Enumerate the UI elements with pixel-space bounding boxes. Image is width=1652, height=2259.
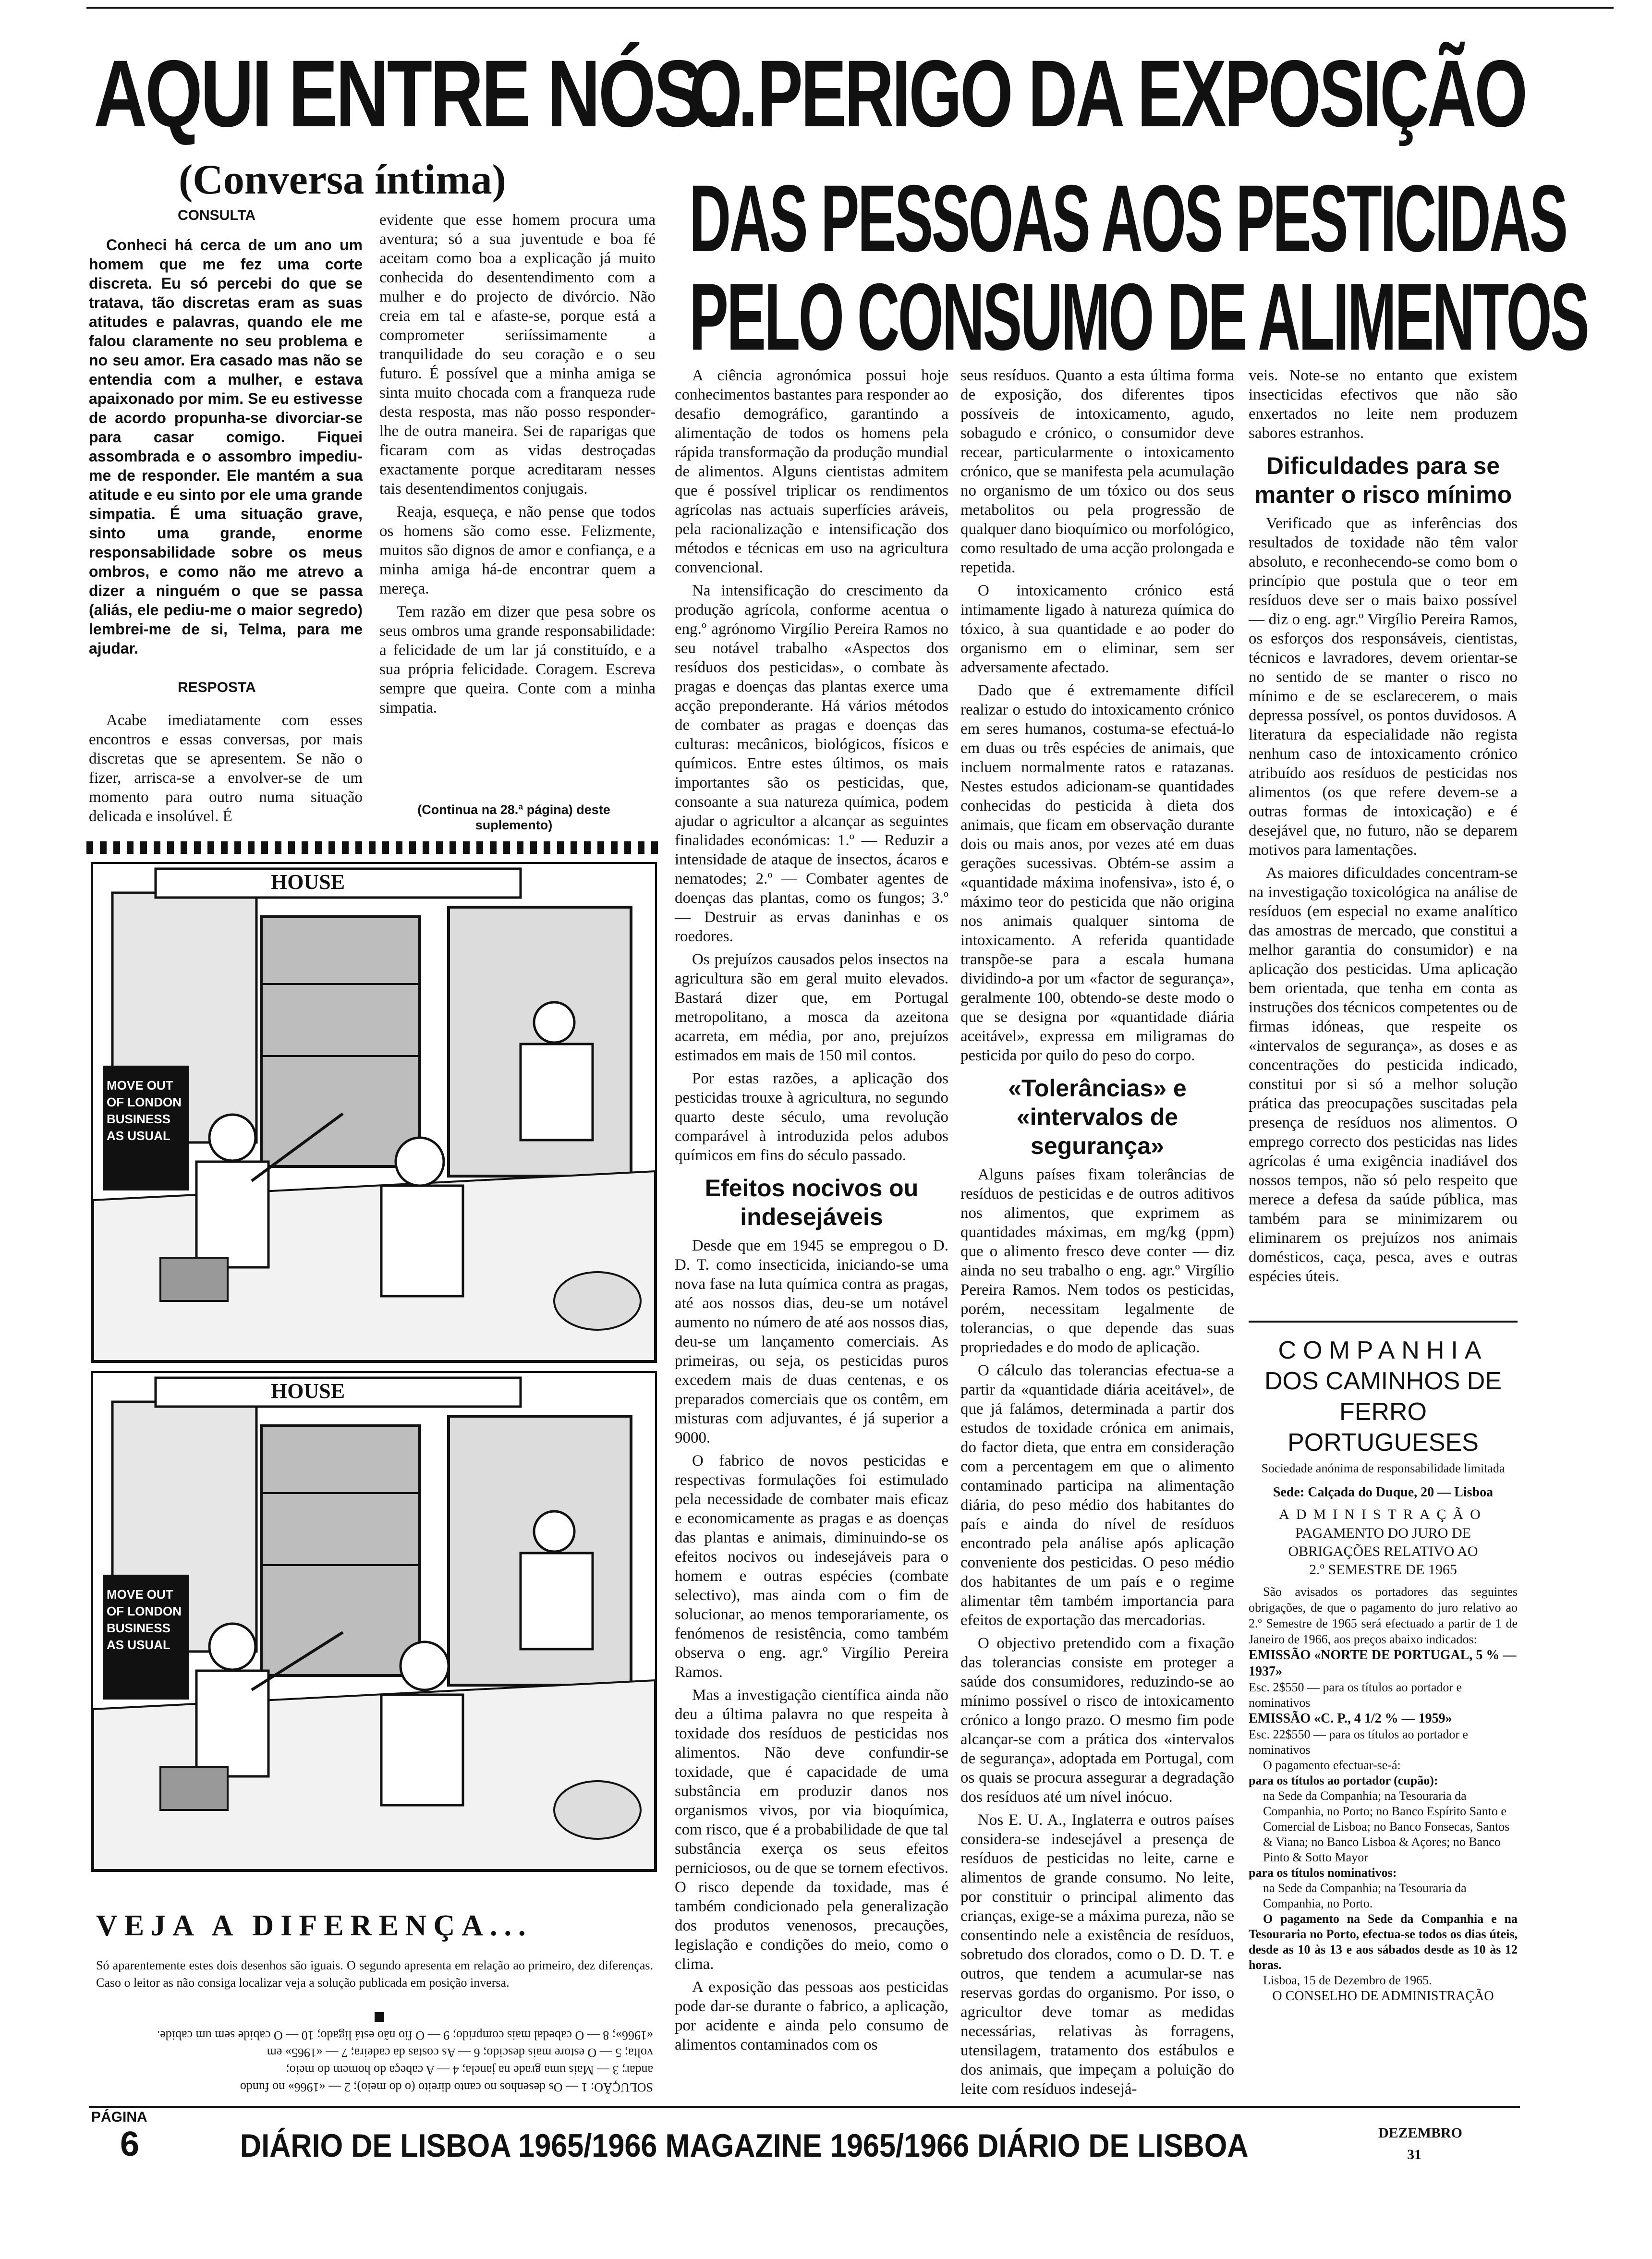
solution-line-2: andar; 3 — Mais uma grade na janela; 4 — A cabeça do homem do meio;	[286, 2063, 653, 2077]
col3-paragraph-5: Desde que em 1945 se empregou o D. D. T. como insecticida, iniciando-se uma nova fase na luta química contra as pragas, até aos nossos dias, deu-se um notável aumento no número de até aos nossos dias, deu-se um lançamento comerciais. As primeiras, ou seja, os pesticidas puros excedem mais de duas centenas, e os preparados comerciais que os contêm, em misturas com adjuvantes, é já superior a 9000.	[675, 1237, 948, 1446]
notice-box	[1249, 1335, 1518, 2004]
subhead-efeitos: Efeitos nocivos ou indesejáveis	[705, 1175, 919, 1230]
top-rule	[86, 7, 1614, 9]
cartoon-bottom-drawing	[93, 1373, 655, 1870]
main-headline-line1: O PERIGO DA EXPOSIÇÃO	[689, 40, 1526, 146]
col5-paragraph-1: veis. Note-se no entanto que existem insecticidas efectivos que não são enxertados no leite nem produzem sabores estranhos.	[1249, 367, 1518, 442]
col2-paragraph-2: Reaja, esqueça, e não pense que todos os homens são como esse. Felizmente, muitos são dignos de amor e confiança, e a minha amiga há-de encontrar quem a mereça.	[379, 503, 656, 597]
left-headline: AQUI ENTRE NÓS...	[94, 40, 756, 146]
subhead-dificuldades: Dificuldades para se manter o risco mínimo	[1254, 452, 1512, 508]
notice-company-type: Sociedade anónima de responsabilidade limitada	[1261, 1461, 1505, 1475]
notice-emissao1: EMISSÃO «NORTE DE PORTUGAL, 5 % — 1937»	[1249, 1648, 1517, 1679]
diferenca-title: VEJA A DIFERENÇA...	[96, 1909, 533, 1942]
article-column-4	[960, 366, 1234, 2102]
notice-nominativos-places: na Sede da Companhia; na Tesouraria da Companhia, no Porto.	[1263, 1881, 1467, 1910]
notice-pagamento-efectuar: O pagamento efectuar-se-á:	[1263, 1758, 1401, 1772]
col4-paragraph-2: O intoxicamento crónico está intimamente ligado à natureza química do tóxico, à sua quantidade e ao poder do organismo em o eliminar, sem ser adversamente afectado.	[960, 582, 1234, 676]
solution-line-4: «1966»; 8 — O cabedal mais comprido; 9 — O fio não está ligado; 10 — O cabide sem um cabide.	[157, 2028, 653, 2042]
main-headline-line3: PELO CONSUMO DE ALIMENTOS	[689, 264, 1588, 370]
notice-portador-label: para os títulos ao portador (cupão):	[1249, 1773, 1438, 1787]
continua-note: (Continua na 28.ª página) deste suplemento)	[417, 802, 610, 832]
col3-paragraph-2: Na intensificação do crescimento da produção agrícola, conforme acentua o eng.º agrónomo Virgílio Pereira Ramos no seu notável trabalho «Aspectos dos resíduos dos pesticidas», o combate às pragas e doenças das plantas exerce uma acção preponderante. Há vários métodos de combater as pragas e doenças das culturas: mecânicos, biológicos, físicos e químicos. Entre estes últimos, os mais importantes são os pesticidas, que, consoante a sua natureza química, podem ajudar o agricultor a alcançar as seguintes finalidades económicas: 1.º — Reduzir a intensidade de ataque de insectos, ácaros e nematodes; 2.º — Combater agentes de doenças das plantas, como os fungos; 3.º — Destruir as ervas daninhas e os roedores.	[675, 582, 948, 945]
diferenca-marker	[375, 2012, 384, 2022]
diferenca-solution	[96, 2027, 653, 2096]
col5-paragraph-3: As maiores dificuldades concentram-se na investigação toxicológica na análise de resíduos (em especial no exame analítico das amostras de mercado, que constitui a melhor garantia do consumidor) e na aplicação dos pesticidas. Uma aplicação bem orientada, que tenha em conta as instruções dos técnicos competentes ou de firmas idóneas, que respeite os «intervalos de segurança», as doses e as concentrações do pesticida indicado, constitui por si só a melhor solução prática das preocupações suscitadas pela presença de resíduos nos alimentos. O emprego correcto dos pesticidas nas lides agrícolas é uma exigência inadiável dos nossos tempos, não só pelo respeito que merece a defesa da saúde pública, mas também para se minimizarem ou eliminarem os prejuízos nos animais domésticos, caça, pesca, aves e outras espécies úteis.	[1249, 864, 1518, 1285]
svg-text:OF LONDON: OF LONDON	[107, 1604, 182, 1618]
resposta-paragraph: Acabe imediatamente com esses encontros e essas conversas, por mais discretas que se apresentem. Se não o fizer, arrisca-se a envolver-se de um momento para outro numa situação delicada e insolúvel. É	[89, 712, 363, 825]
notice-company-line2: DOS CAMINHOS DE	[1264, 1367, 1502, 1395]
svg-text:MOVE OUT: MOVE OUT	[107, 1587, 173, 1602]
col5-paragraph-2: Verificado que as inferências dos resultados de toxidade não têm valor absoluto, e reconhecendo-se como bom o princípio que postula que o teor em resíduos deve ser o mais baixo possível — diz o eng. agr.º Virgílio Pereira Ramos, os esforços dos responsáveis, cientistas, técnicos e lavradores, devem orientar-se no sentido de se manter o risco no mínimo e de se esclarecerem, o mais depressa possível, os pontos duvidosos. A literatura da especialidade não regista nenhum caso de intoxicamento crónico atribuído aos resíduos de pesticidas nos alimentos (os que refere devem-se a outras formas de intoxicação) e é desejável que, no futuro, não se deparem motivos para lamentações.	[1249, 515, 1518, 859]
subhead-tolerancias: «Tolerâncias» e «intervalos de segurança»	[1008, 1075, 1187, 1159]
footer-month: DEZEMBRO	[1378, 2125, 1463, 2141]
notice-sede: Sede: Calçada do Duque, 20 — Lisboa	[1273, 1485, 1494, 1500]
article-column-5	[1249, 366, 1518, 1290]
notice-rule	[1249, 1321, 1518, 1323]
footer-masthead: DIÁRIO DE LISBOA 1965/1966 MAGAZINE 1965/1966 DIÁRIO DE LISBOA	[240, 2127, 1249, 2164]
solution-line-3: volta; 5 — O estore mais descido; 6 — As costas da cadeira; 7 — «1965» em	[267, 2046, 653, 2060]
col2-paragraph-3: Tem razão em dizer que pesa sobre os seus ombros uma grande responsabilidade: a felicidade de um lar já constituído, e a sua própria felicidade. Coragem. Escreva sempre que queira. Conte com a minha simpatia.	[379, 603, 656, 717]
svg-text:BUSINESS: BUSINESS	[107, 1621, 170, 1635]
col4-paragraph-1: seus resíduos. Quanto a esta última forma de exposição, dos diferentes tipos possíveis de intoxicamento, agudo, sobagudo e crónico, o consumidor deve recear, particularmente o intoxicamento crónico, que se manifesta pela acumulação no organismo de um tóxico ou dos seus metabolitos ou pela progressão de qualquer dano bioquímico ou morfológico, como resultado de uma acção prolongada e repetida.	[960, 367, 1234, 576]
footer-rule	[89, 2106, 1520, 2108]
col4-paragraph-7: Nos E. U. A., Inglaterra e outros países considera-se indesejável a presença de resíduos de pesticidas no leite, carne e alimentos de grande consumo. No leite, por constituir o principal alimento das crianças, exige-se a máxima pureza, não se consentindo nele a existência de resíduos, sobretudo dos clorados, como o D. D. T. e outros, que tendem a acumular-se nas reservas gordas do organismo. Por isso, o agricultor deve tomar as medidas necessárias, relativas às forragens, utensilagem, tratamento dos estábulos e dos animais, que impeçam a poluição do leite com resíduos indesejá-	[960, 1811, 1234, 2098]
resposta-text	[89, 711, 363, 830]
left-subtitle: (Conversa íntima)	[179, 157, 506, 203]
svg-text:HOUSE: HOUSE	[271, 1379, 345, 1403]
col3-paragraph-3: Os prejuízos causados pelos insectos na agricultura são em geral muito elevados. Bastará dizer que, em Portugal metropolitano, a mosca da azeitona acarreta, em média, por ano, prejuízos estimados em mais de 150 mil contos.	[675, 951, 948, 1064]
col3-paragraph-1: A ciência agronómica possui hoje conhecimentos bastantes para responder ao desafio demográfico, garantindo a alimentação de todos os homens pela rápida transformação da produção mundial de alimentos. Alguns cientistas admitem que é possível triplicar os rendimentos agrícolas nas actuais superfícies aráveis, pela racionalização e intensificação dos métodos e técnicas em uso na agricultura convencional.	[675, 367, 948, 576]
cartoon-top	[91, 862, 657, 1363]
notice-horario: O pagamento na Sede da Companhia e na Tesouraria no Porto, efectua-se todos os dias úteis, desde as 10 às 13 e aos sábados desde as 10 às 12 horas.	[1249, 1912, 1518, 1972]
cartoon-bottom	[91, 1371, 657, 1872]
notice-emissao2-price: Esc. 22$550 — para os títulos ao portador e nominativos	[1249, 1727, 1469, 1757]
svg-text:HOUSE: HOUSE	[271, 870, 345, 894]
col4-paragraph-3: Dado que é extremamente difícil realizar o estudo do intoxicamento crónico em seres humanos, costuma-se efectuá-lo em duas ou três espécies de animais, que incluem normalmente ratos e ratazanas. Nestes estudos adicionam-se quantidades conhecidas do pesticida à dieta dos animais, que ficam em observação durante dois ou mais anos, por vezes até em duas gerações sucessivas. Obtém-se assim a «quantidade máxima inofensiva», isto é, o máximo teor do pesticida que não origina nos animais qualquer sintoma de intoxicamento. A referida quantidade transpõe-se para a escala humana dividindo-a por um «factor de segurança», geralmente 100, obtendo-se deste modo o que se designa por «quantidade diária aceitável», expressa em miligramas do pesticida por quilo do peso do corpo.	[960, 682, 1234, 1064]
svg-text:BUSINESS: BUSINESS	[107, 1112, 170, 1126]
conversa-column-2	[379, 210, 656, 721]
notice-semestre: 2.º SEMESTRE DE 1965	[1309, 1562, 1457, 1578]
svg-text:MOVE OUT: MOVE OUT	[107, 1078, 173, 1093]
notice-emissao2: EMISSÃO «C. P., 4 1/2 % — 1959»	[1249, 1711, 1452, 1726]
consulta-paragraph: Conheci há cerca de um ano um homem que me fez uma corte discreta. Eu só percebi do que se tratava, tão discretas eram as suas atitudes e palavras, quando ele me falou claramente no seu problema e no seu amor. Era casado mas não se entendia com a mulher, e estava apaixonado por mim. Se eu estivesse de acordo propunha-se divorciar-se para casar comigo. Fiquei assombrada e o assombro impediu-me de responder. Ele mantém a sua atitude e eu sinto por ele uma grande simpatia. É uma situação grave, sinto uma grande, enorme responsabilidade sobre os meus ombros, e como não me atrevo a dizer a ninguém o que se passa (aliás, ele pediu-me o maior segredo) lembrei-me de si, Telma, para me ajudar.	[89, 236, 363, 657]
notice-company-line1: COMPANHIA	[1278, 1336, 1488, 1364]
col3-paragraph-4: Por estas razões, a aplicação dos pesticidas trouxe à agricultura, no segundo quarto deste século, uma revolução comparável à introduzida pelos adubos químicos em fins do século passado.	[675, 1070, 948, 1164]
consulta-label: CONSULTA	[178, 207, 256, 223]
notice-intro: São avisados os portadores das seguintes obrigações, de que o pagamento do juro relativo ao 2.º Semestre de 1965 será efectuado a partir de 1 de Janeiro de 1966, aos preços abaixo indicados:	[1249, 1585, 1518, 1646]
consulta-text	[89, 235, 363, 662]
footer-pagina-label: PÁGINA	[91, 2109, 147, 2125]
diferenca-text: Só aparentemente estes dois desenhos são iguais. O segundo apresenta em relação ao primeiro, dez diferenças. Caso o leitor as não consiga localizar veja a solução publicada em posição inversa.	[96, 1958, 653, 1990]
notice-company-line3: FERRO PORTUGUESES	[1288, 1398, 1479, 1457]
ornament-border	[86, 841, 660, 854]
article-column-3	[675, 366, 948, 2058]
notice-administracao: ADMINISTRAÇÃO	[1279, 1506, 1487, 1522]
col4-paragraph-6: O objectivo pretendido com a fixação das tolerancias consiste em proteger a saúde dos consumidores, reduzindo-se ao mínimo possível o risco de intoxicamento crónico a longo prazo. O mesmo fim pode alcançar-se com a prática dos «intervalos de segurança», adoptada em Portugal, com os quais se procura assegurar a degradação dos resíduos até um nível inócuo.	[960, 1635, 1234, 1806]
col4-paragraph-4: Alguns países fixam tolerâncias de resíduos de pesticidas e de outros aditivos nos alimentos, que exprimem as quantidades máximas, em mg/kg (ppm) que o alimento fresco deve conter — diz ainda no seu trabalho o eng. agr.º Virgílio Pereira Ramos. Nem todos os pesticidas, porém, necessitam legalmente de tolerancias, o que depende das suas propriedades e do modo de aplicação.	[960, 1166, 1234, 1356]
solution-line-1: SOLUÇÃO: 1 — Os desenhos no canto direito (o do meio); 2 — «1966» no fundo	[240, 2080, 653, 2094]
col4-paragraph-5: O cálculo das tolerancias efectua-se a partir da «quantidade diária aceitável», de que já falámos, determinada a partir dos estudos de toxidade crónica em animais, do factor dieta, que entra em consideração com a percentagem em que o alimento contaminado participa na alimentação diária, do peso médio dos habitantes do país e ainda do nível de resíduos encontrado pela análise após aplicação conveniente dos pesticidas. O peso médio dos habitantes de um país e o regime alimentar têm também importancia para efeitos de exportação das mercadorias.	[960, 1362, 1234, 1629]
col3-paragraph-7: Mas a investigação científica ainda não deu a última palavra no que respeita à toxidade dos resíduos de pesticidas nos alimentos. Não deve confundir-se toxidade, que é capacidade de uma substância em produzir danos nos organismos vivos, por via bioquímica, com risco, que é a probabilidade de que tal substância exerça os seus efeitos perniciosos, ou de que se tornem efectivos. O risco depende da toxidade, mas é também condicionado pela generalização dos produtos venenosos, precauções, legislação e condições do meio, como o clima.	[675, 1687, 948, 1973]
notice-portador-places: na Sede da Companhia; na Tesouraria da Companhia, no Porto; no Banco Espírito Santo e Comercial de Lisboa; no Banco Fonsecas, Santos & Viana; no Banco Lisboa & Açores; no Banco Pinto & Sotto Mayor	[1263, 1789, 1510, 1864]
notice-pagamento: PAGAMENTO DO JURO DE OBRIGAÇÕES RELATIVO AO	[1288, 1525, 1478, 1559]
svg-text:AS USUAL: AS USUAL	[107, 1129, 170, 1143]
col3-paragraph-8: A exposição das pessoas aos pesticidas pode dar-se durante o fabrico, a aplicação, por acidente e ainda pelo consumo de alimentos contaminados com os	[675, 1979, 948, 2053]
main-headline-line2: DAS PESSOAS AOS PESTICIDAS	[689, 165, 1567, 271]
cartoon-top-drawing	[93, 864, 655, 1361]
col3-paragraph-6: O fabrico de novos pesticidas e respectivas formulações foi estimulado pela necessidade de combater mais eficaz e economicamente as pragas e as doenças das plantas e animais, diminuindo-se os efeitos nocivos ou indesejáveis para o homem e outras espécies (combate selectivo), mas ainda com o fim de solucionar, ao menos temporariamente, os fenómenos de resistência, como também observa o eng. agr.º Virgílio Pereira Ramos.	[675, 1452, 948, 1681]
notice-data: Lisboa, 15 de Dezembro de 1965.	[1263, 1973, 1432, 1987]
notice-assinatura: O CONSELHO DE ADMINISTRAÇÃO	[1272, 1989, 1494, 2004]
footer-page-number: 6	[120, 2125, 140, 2163]
footer-day: 31	[1407, 2147, 1421, 2162]
col2-paragraph-1: evidente que esse homem procura uma aventura; só a sua juventude e boa fé aceitam como boa a explicação já muito conhecida do desentendimento com a mulher e do projecto de divórcio. Não creia em tal e afaste-se, porque está a comprometer seriíssimamente a tranquilidade do seu coração e o seu futuro. É possível que a minha amiga se sinta muito chocada com a franqueza rude desta resposta, mas não posso responder-lhe de outra maneira. Sei de raparigas que ficaram com as vidas destroçadas exactamente porque acreditaram nesses tais desentendimentos conjugais.	[379, 211, 656, 498]
resposta-label: RESPOSTA	[178, 680, 256, 695]
svg-text:OF LONDON: OF LONDON	[107, 1095, 182, 1109]
notice-nominativos-label: para os títulos nominativos:	[1249, 1866, 1397, 1880]
notice-emissao1-price: Esc. 2$550 — para os títulos ao portador e nominativos	[1249, 1680, 1462, 1710]
svg-text:AS USUAL: AS USUAL	[107, 1638, 170, 1652]
